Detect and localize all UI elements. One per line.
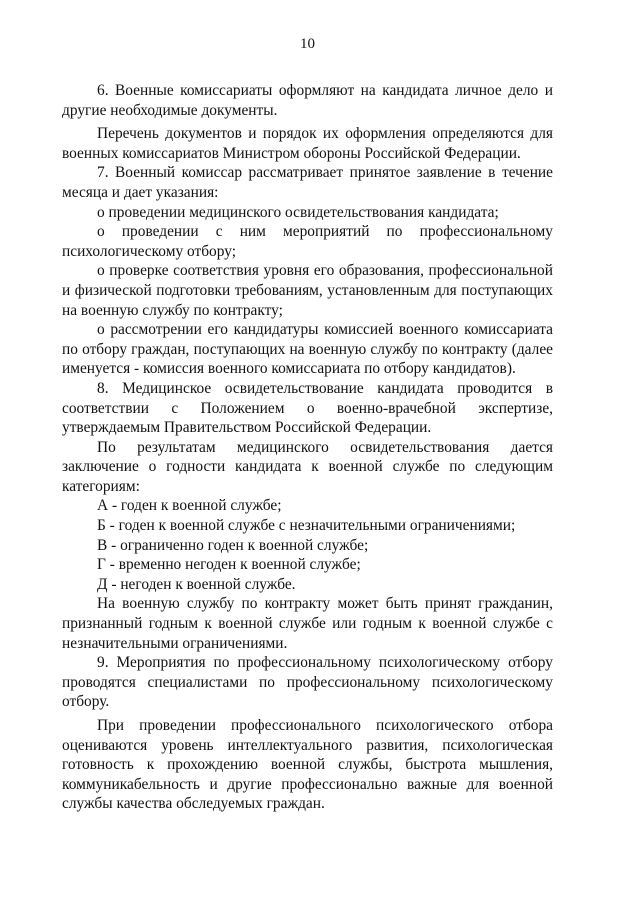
category-g: Г - временно негоден к военной службе; <box>97 556 361 574</box>
paragraph-item-9: 9. Мероприятия по профессиональному психологическому отбору проводятся специалистами по профессиональному психологическому отбору. <box>62 654 553 711</box>
instruction-medical-exam: о проведении медицинского освидетельствования кандидата; <box>97 203 499 221</box>
paragraph-psych-assessment: При проведении профессионального психологического отбора оцениваются уровень интеллектуального развития, психологическая готовность к прохождению военной службы, быстрота мышления, коммуникабельность и другие профессионально важные для военной службы качества обследуемых граждан. <box>62 717 553 813</box>
paragraph-eligibility: На военную службу по контракту может быть принят гражданин, признанный годным к военной службе или годным к военной службе с незначительными ограничениями. <box>62 595 553 652</box>
category-b: Б - годен к военной службе с незначительными ограничениями; <box>97 517 516 535</box>
instruction-psych-selection: о проведении с ним мероприятий по профессиональному психологическому отбору; <box>62 223 553 260</box>
category-a: А - годен к военной службе; <box>97 497 282 515</box>
paragraph-item-8: 8. Медицинское освидетельствование кандидата проводится в соответствии с Положением о военно-врачебной экспертизе, утверждаемым Правительством Российской Федерации. <box>62 379 553 437</box>
category-v: В - ограниченно годен к военной службе; <box>97 536 369 554</box>
paragraph-documents-list: Перечень документов и порядок их оформления определяются для военных комиссариатов Министром обороны Российской Федерации. <box>62 125 553 162</box>
document-body <box>62 81 553 814</box>
instruction-commission-review: о рассмотрении его кандидатуры комиссией военного комиссариата по отбору граждан, поступающих на военную службу по контракту (далее именуется - комиссия военного комиссариата по отбору кандидатов). <box>62 321 553 378</box>
page-number: 10 <box>300 36 315 52</box>
paragraph-item-7: 7. Военный комиссар рассматривает принятое заявление в течение месяца и дает указания: <box>62 164 553 201</box>
instruction-education-check: о проверке соответствия уровня его образования, профессиональной и физической подготовки требованиям, установленным для поступающих на военную службу по контракту; <box>62 262 553 319</box>
paragraph-item-6: 6. Военные комиссариаты оформляют на кандидата личное дело и другие необходимые документы. <box>62 82 553 119</box>
paragraph-exam-results: По результатам медицинского освидетельствования дается заключение о годности кандидата к военной службе по следующим категориям: <box>62 438 553 495</box>
category-d: Д - негоден к военной службе. <box>97 575 296 593</box>
